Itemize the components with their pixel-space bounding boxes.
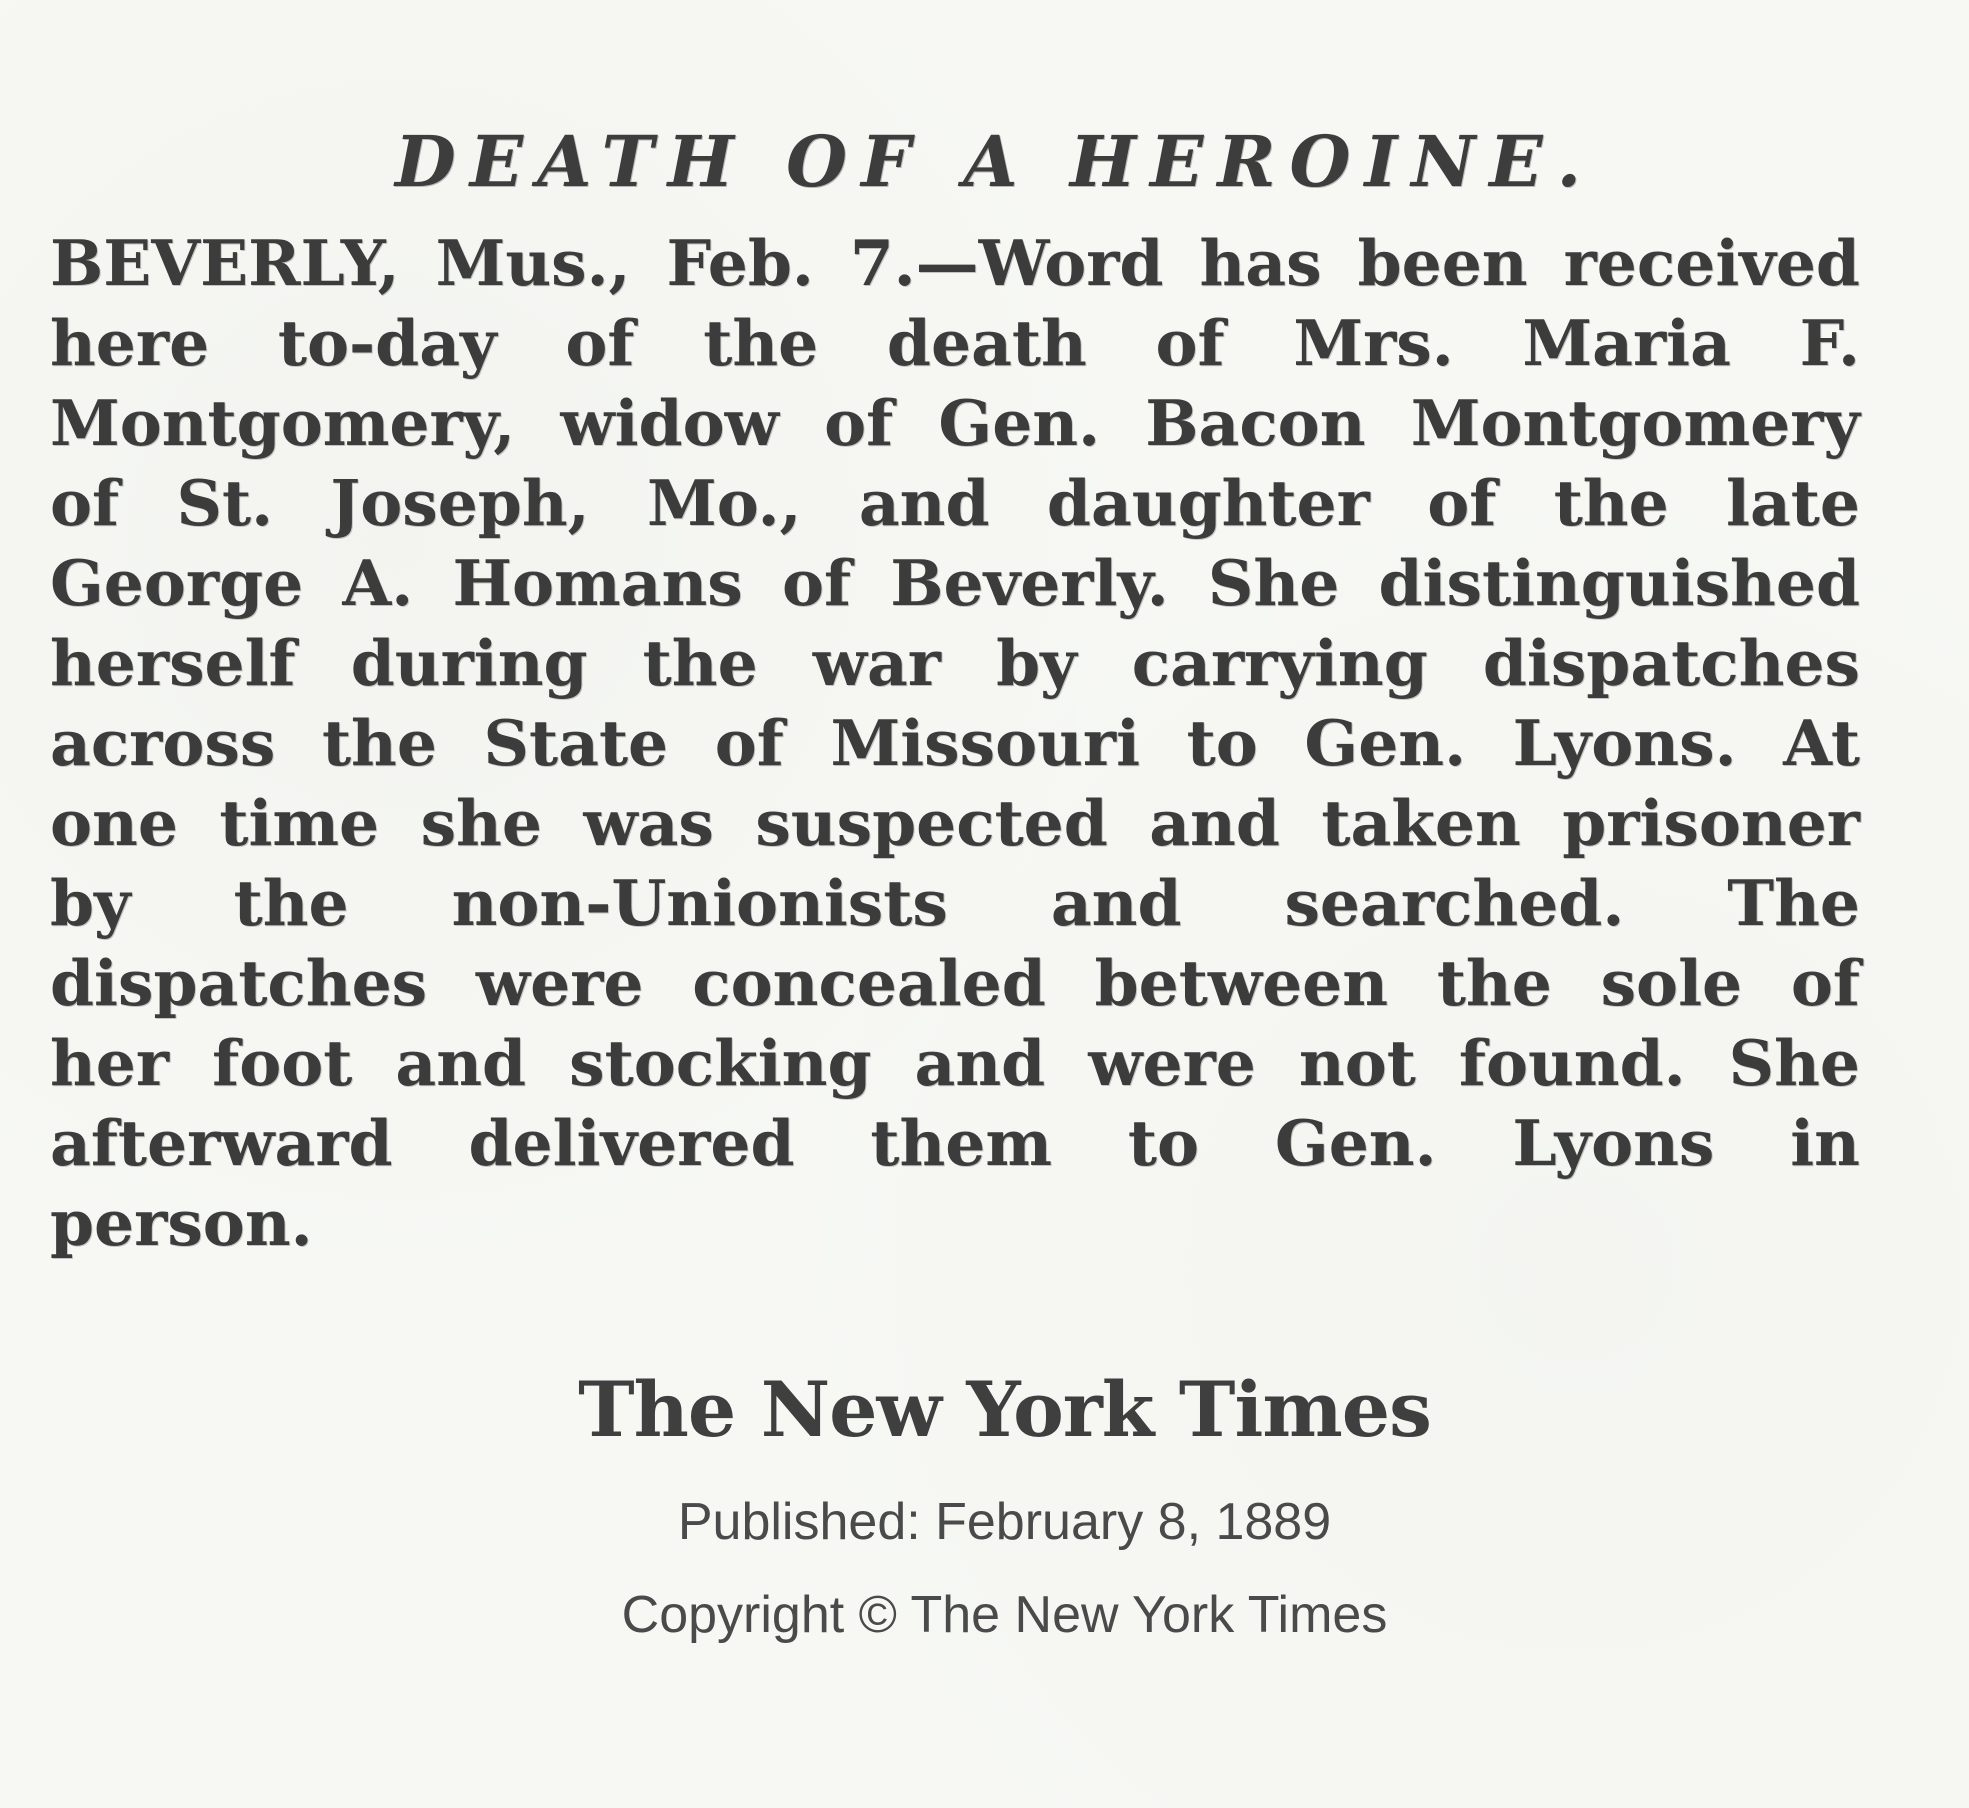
article-headline: DEATH OF A HEROINE. [395,120,1595,203]
article-body: BEVERLY, Mus., Feb. 7.—Word has been received here to-day of the death of Mrs. Maria F. Montgomery, widow of Gen. Bacon Montgomery of St. Joseph, Mo., and daughter of the late George A. Homans of Beverly. She distinguished herself during the war by carrying dispatches across the State of Missouri to Gen. Lyons. At one time she was suspected and taken prisoner by the non-Unionists and searched. The dispatches were concealed between the sole of her foot and stocking and were not found. She afterward delivered them to Gen. Lyons in person. [50,226,1860,1260]
copyright-notice: Copyright © The New York Times [621,1586,1388,1644]
newspaper-masthead-logo: The New York Times [578,1365,1431,1454]
article [50,120,1860,1263]
publication-date: Published: February 8, 1889 [677,1493,1332,1551]
